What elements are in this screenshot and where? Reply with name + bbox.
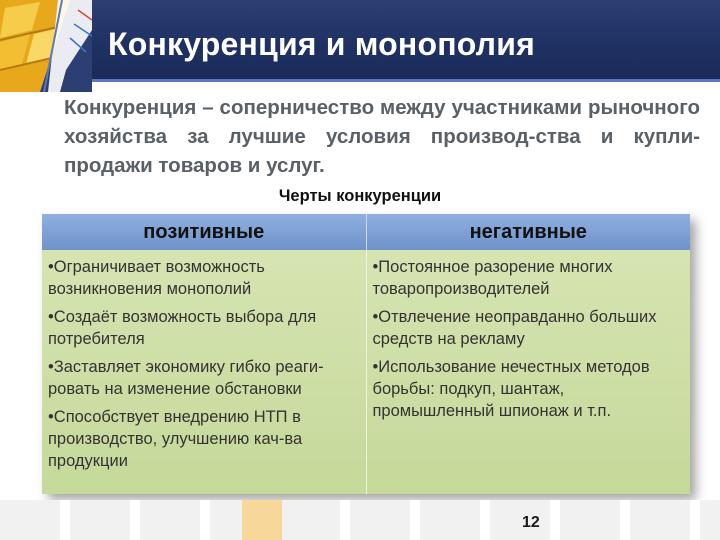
definition-text: Конкуренция – соперничество между участниками рыночного хозяйства за лучшие условия производ-ства и купли-продажи товаров и услуг.: [64, 96, 700, 177]
table-body-row: [42, 250, 690, 494]
negative-item: • Отвлечение неоправданно больших средств на рекламу: [373, 306, 685, 350]
negative-item: • Использование нечестных методов борьбы: подкуп, шантаж, промышленный шпионаж и т.п.: [373, 356, 685, 422]
positive-item: • Создаёт возможность выбора для потребителя: [48, 306, 360, 350]
negative-item: • Постоянное разорение многих товаропроизводителей: [373, 256, 685, 300]
positive-list: [42, 250, 367, 494]
negative-list: [367, 250, 691, 494]
table-title: Черты конкуренции: [278, 187, 442, 205]
positive-item: • Способствует внедрению НТП в производство, улучшению кач-ва продукции: [48, 406, 360, 472]
bottom-accent-block: [242, 500, 282, 540]
column-header-positive: позитивные: [42, 214, 367, 250]
bottom-decoration: [0, 500, 720, 540]
features-table: [42, 214, 690, 494]
page-number: 12: [522, 514, 540, 531]
slide-title: Конкуренция и монополия: [108, 26, 535, 62]
positive-item: • Ограничивает возможность возникновения монополий: [48, 256, 360, 300]
positive-item: • Заставляет экономику гибко реаги-ровать на изменение обстановки: [48, 356, 360, 400]
column-header-negative: негативные: [469, 221, 587, 243]
table-header-row: [42, 214, 690, 250]
gold-bars-image: [0, 0, 92, 92]
